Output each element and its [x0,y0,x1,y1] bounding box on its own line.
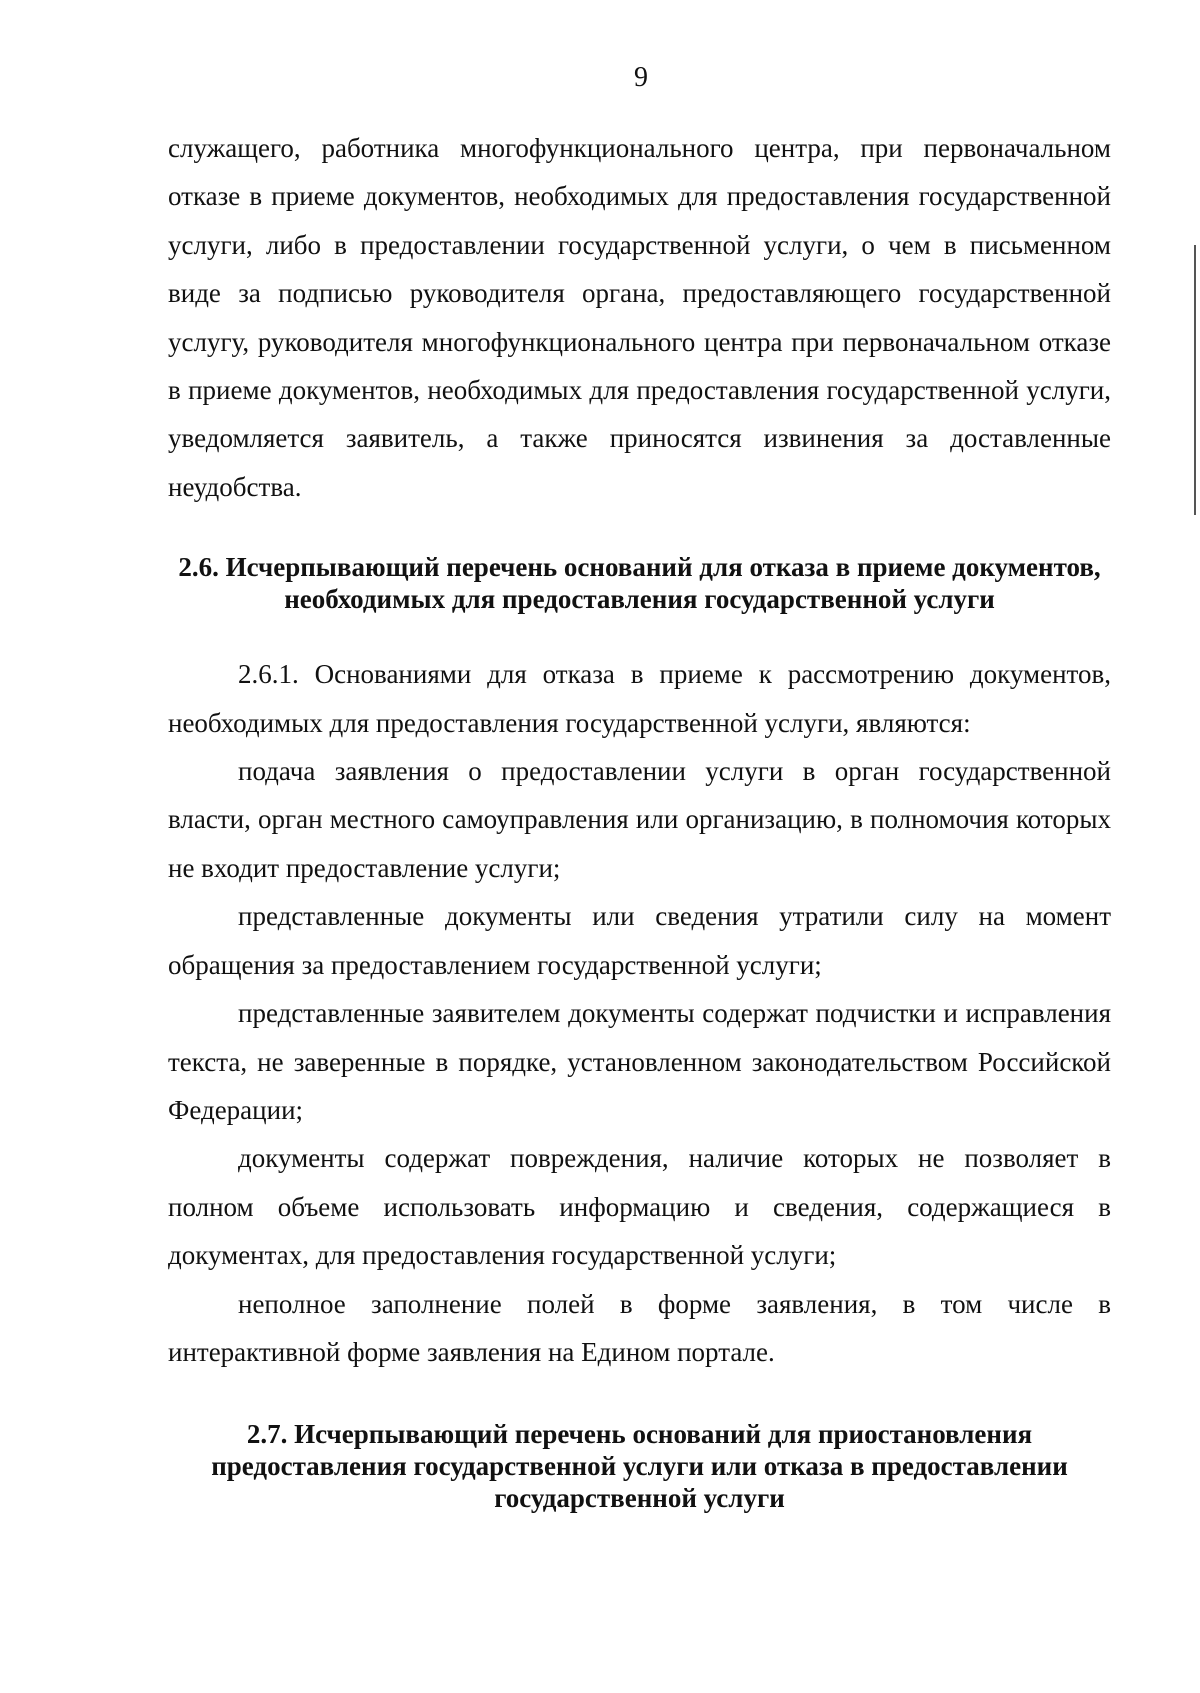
section-2-7-heading: 2.7. Исчерпывающий перечень оснований для приостановления предоставления государственной услуги или отказа в предоставлении государственной услуги [211,1419,1068,1514]
section-2-6-heading: 2.6. Исчерпывающий перечень оснований для отказа в приеме документов, необходимых для предоставления государственной услуги [178,552,1101,615]
paragraph-2-6-1: 2.6.1. Основаниями для отказа в приеме к рассмотрению документов, необходимых для предоставления государственной услуги, являются: [168,659,1111,738]
list-item: неполное заполнение полей в форме заявления, в том числе в интерактивной форме заявления на Едином портале. [168,1288,1111,1367]
intro-paragraph: служащего, работника многофункционального центра, при первоначальном отказе в приеме документов, необходимых для предоставления государственной услуги, либо в предоставлении государственной услуги, о чем в письменном виде за подписью руководителя органа, предоставляющего государственной услугу, руководителя многофункционального центра при первоначальном отказе в приеме документов, необходимых для предоставления государственной услуги, уведомляется заявитель, а также приносятся извинения за доставленные неудобства. [168,133,1111,502]
page-number: 9 [634,62,648,93]
list-item: представленные документы или сведения утратили силу на момент обращения за предоставлением государственной услуги; [168,901,1111,980]
list-item: представленные заявителем документы содержат подчистки и исправления текста, не заверенные в порядке, установленном законодательством Российской Федерации; [168,998,1111,1125]
scan-edge-line [1194,245,1196,515]
list-item: подача заявления о предоставлении услуги в орган государственной власти, орган местного самоуправления или организацию, в полномочия которых не входит предоставление услуги; [168,756,1111,883]
document-body [168,124,1111,1514]
list-item: документы содержат повреждения, наличие которых не позволяет в полном объеме использовать информацию и сведения, содержащиеся в документах, для предоставления государственной услуги; [168,1143,1111,1271]
